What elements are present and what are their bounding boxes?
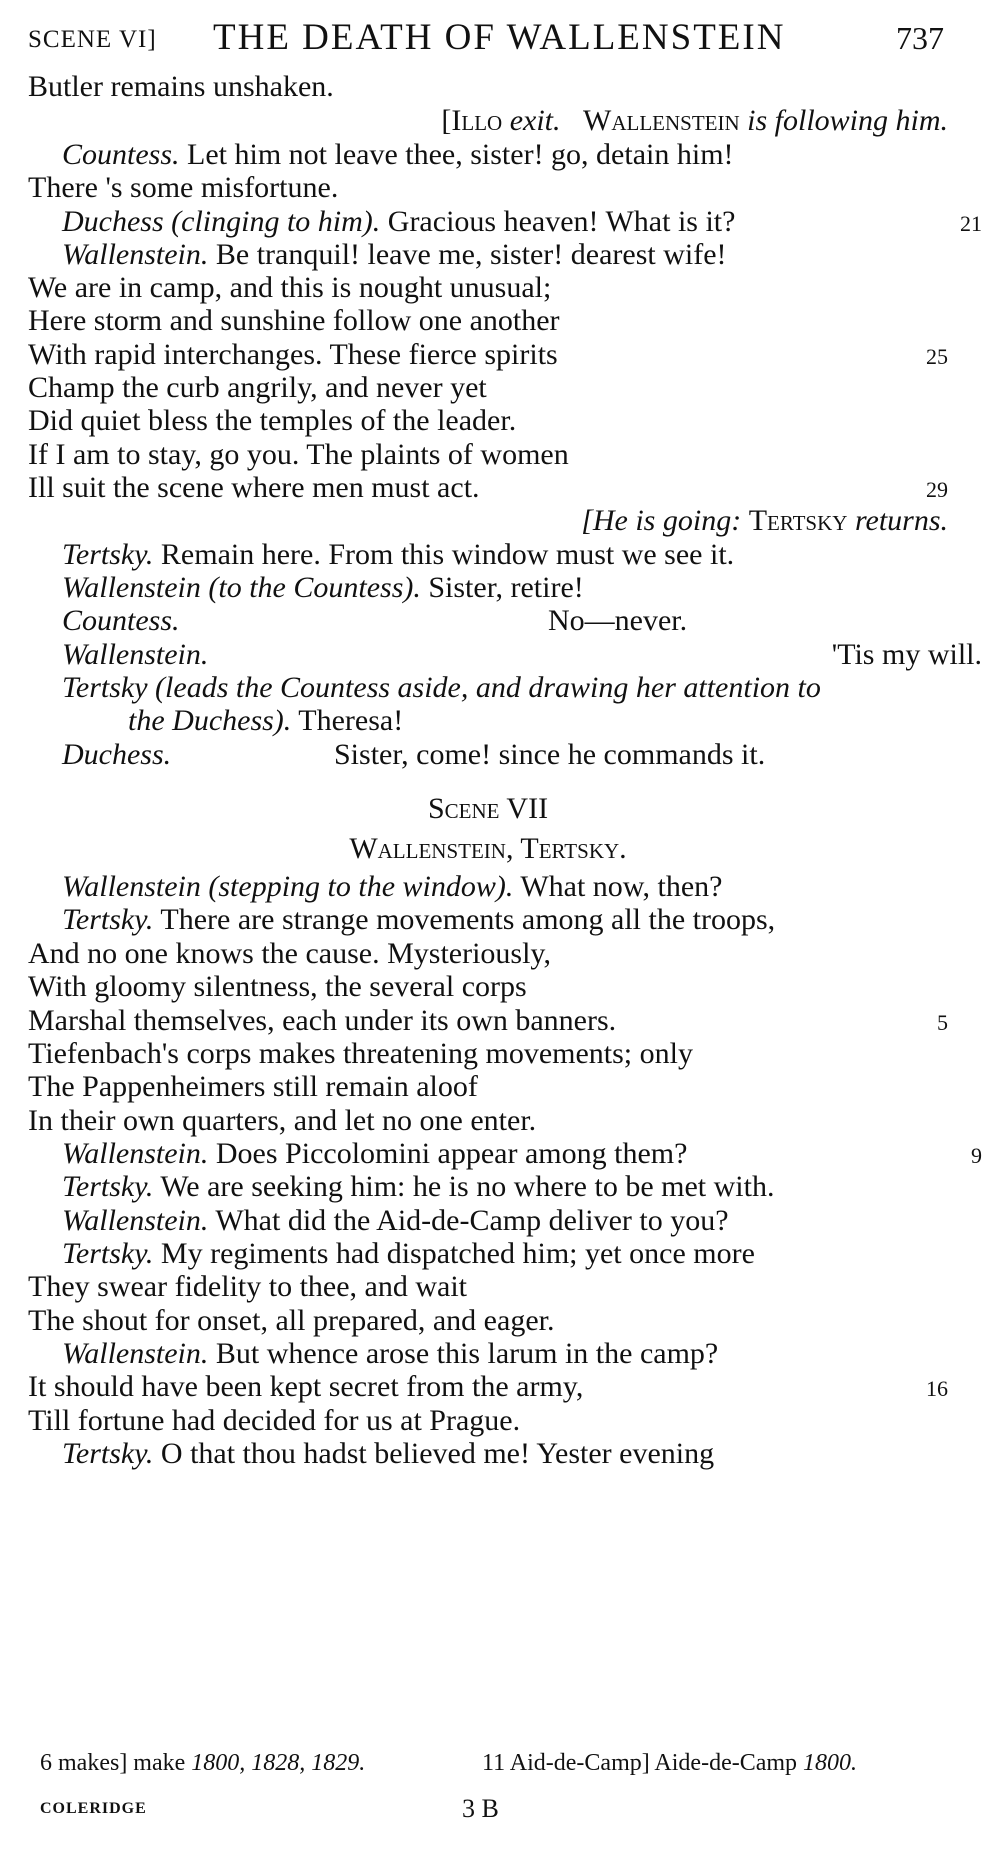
- verse-line: Till fortune had decided for us at Prague.: [28, 1404, 521, 1437]
- verse-line: Here storm and sunshine follow one another: [28, 304, 560, 337]
- verse-line: Wallenstein. But whence arose this larum in the camp?: [62, 1337, 719, 1370]
- speaker-name: Tertsky.: [62, 903, 154, 936]
- line-number: 9: [971, 1143, 982, 1168]
- verse-line: With gloomy silentness, the several corps: [28, 970, 527, 1003]
- line-number: 21: [960, 211, 982, 236]
- verse-line: [28, 671, 982, 705]
- speaker-name: Duchess (clinging to him).: [62, 205, 381, 238]
- footnote: 11 Aid-de-Camp] Aide-de-Camp 1800.: [482, 1750, 858, 1776]
- verse-line: Countess. No—never.: [62, 604, 688, 637]
- verse-line: It should have been kept secret from the army, 16: [28, 1370, 948, 1404]
- speaker-name: Tertsky (leads the Countess aside, and drawing her attention to: [62, 671, 821, 704]
- signature-mark: 3 B: [462, 1794, 499, 1823]
- verse-line: Wallenstein. 'Tis my will.: [62, 638, 982, 671]
- verse-line: Tiefenbach's corps makes threatening movements; only: [28, 1037, 693, 1070]
- verse-line: The Pappenheimers still remain aloof: [28, 1070, 478, 1103]
- line-number: 5: [937, 1010, 948, 1035]
- line-number: 25: [926, 344, 948, 369]
- verse-line: And no one knows the cause. Mysteriously,: [28, 937, 551, 970]
- verse-line: Wallenstein (stepping to the window). What now, then?: [62, 870, 723, 903]
- verse-line: the Duchess). Theresa!: [128, 704, 404, 737]
- verse-line: There 's some misfortune.: [28, 171, 339, 204]
- verse-line: Butler remains unshaken.: [28, 70, 334, 103]
- speaker-name: Wallenstein.: [62, 638, 209, 671]
- verse-line: They swear fidelity to thee, and wait: [28, 1270, 468, 1303]
- verse-line: The shout for onset, all prepared, and eager.: [28, 1304, 555, 1337]
- footnote: 6 makes] make 1800, 1828, 1829.: [40, 1750, 366, 1776]
- speaker-name: Wallenstein.: [62, 1337, 209, 1370]
- speaker-name: Wallenstein (stepping to the window).: [62, 870, 514, 903]
- verse-line: Tertsky. There are strange movements among all the troops,: [62, 903, 776, 936]
- scene-marker: SCENE VI]: [28, 26, 157, 53]
- running-header: [28, 14, 944, 64]
- verse-line: Tertsky. Remain here. From this window must we see it.: [62, 538, 735, 571]
- verse-line: Tertsky. O that thou hadst believed me! Yester evening: [62, 1437, 715, 1470]
- verse-line: Did quiet bless the temples of the leader.: [28, 404, 517, 437]
- printer-signature: COLERIDGE: [40, 1800, 147, 1817]
- dramatis-personae: Wallenstein, Tertsky.: [349, 832, 627, 865]
- speaker-name: Duchess.: [62, 738, 172, 771]
- speaker-name: Wallenstein.: [62, 1204, 209, 1237]
- verse-line: Marshal themselves, each under its own banners. 5: [28, 1004, 948, 1038]
- verse-line: In their own quarters, and let no one enter.: [28, 1104, 537, 1137]
- speaker-name: Tertsky.: [62, 1237, 154, 1270]
- verse-line: Champ the curb angrily, and never yet: [28, 371, 487, 404]
- speaker-name: Wallenstein (to the Countess).: [62, 571, 421, 604]
- speaker-name: Countess.: [62, 604, 180, 637]
- verse-line: Duchess. Sister, come! since he commands it.: [62, 738, 766, 771]
- verse-line: Wallenstein. Be tranquil! leave me, sister! dearest wife!: [62, 238, 727, 271]
- running-title: THE DEATH OF WALLENSTEIN: [213, 17, 786, 58]
- speaker-name: Tertsky.: [62, 1170, 154, 1203]
- speaker-name: Countess.: [62, 138, 180, 171]
- speaker-name: Wallenstein.: [62, 238, 209, 271]
- speaker-name: Wallenstein.: [62, 1137, 209, 1170]
- verse-line: Duchess (clinging to him). Gracious heaven! What is it? 21: [28, 205, 982, 239]
- verse-line: Wallenstein. What did the Aid-de-Camp deliver to you?: [62, 1204, 729, 1237]
- speaker-name: Tertsky.: [62, 1437, 154, 1470]
- verse-line: Tertsky. My regiments had dispatched him; yet once more: [62, 1237, 755, 1270]
- verse-line: Countess. Let him not leave thee, sister! go, detain him!: [62, 138, 734, 171]
- verse-line: Ill suit the scene where men must act. 29: [28, 471, 948, 505]
- verse-line: Wallenstein (to the Countess). Sister, retire!: [62, 571, 584, 604]
- scene-heading: Scene VII: [427, 792, 549, 825]
- verse-line: We are in camp, and this is nought unusual;: [28, 271, 552, 304]
- verse-line: Wallenstein. Does Piccolomini appear among them? 9: [28, 1137, 982, 1171]
- verse-line: Tertsky. We are seeking him: he is no where to be met with.: [62, 1170, 775, 1203]
- stage-direction: [Illo exit. Wallenstein is following him.: [441, 104, 948, 137]
- line-number: 29: [926, 477, 948, 502]
- page-number: 737: [896, 20, 944, 56]
- verse-line: If I am to stay, go you. The plaints of women: [28, 438, 569, 471]
- line-number: 16: [926, 1376, 948, 1401]
- footnotes: [40, 1750, 940, 1777]
- stage-direction: [He is going: Tertsky returns.: [581, 504, 948, 537]
- verse-line: With rapid interchanges. These fierce spirits 25: [28, 338, 948, 372]
- speaker-name: Tertsky.: [62, 538, 154, 571]
